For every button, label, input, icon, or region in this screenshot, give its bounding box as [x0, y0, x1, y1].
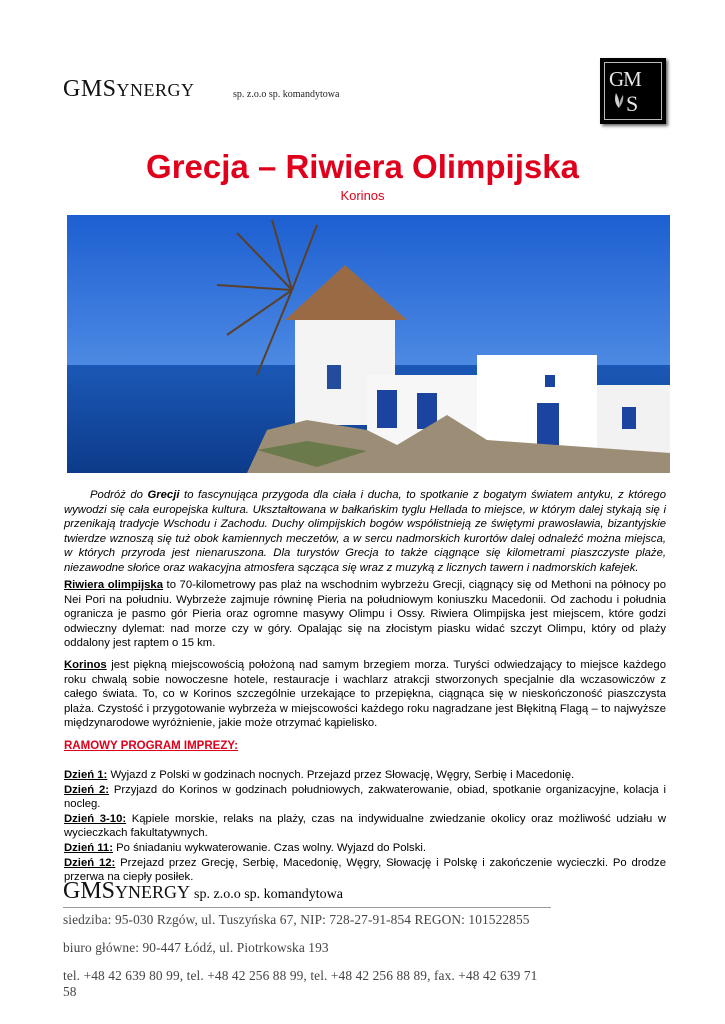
footer-office: biuro główne: 90-447 Łódź, ul. Piotrkowska 193	[63, 940, 329, 955]
brand-logo-text: GMSYNERGY	[63, 76, 195, 102]
list-item: Dzień 1: Wyjazd z Polski w godzinach nocnych. Przejazd przez Słowację, Węgry, Serbię i Macedonię.	[64, 769, 575, 781]
term-riwiera: Riwiera olimpijska	[64, 579, 163, 591]
footer-address: siedziba: 95-030 Rzgów, ul. Tuszyńska 67, NIP: 728-27-91-854 REGON: 101522855	[63, 912, 530, 927]
intro-paragraph: Podróż do Grecji to fascynująca przygoda dla ciała i ducha, to spotkanie z bogatym światem antyku, z którego wywodzi się cała europejska kultura. Ukształtowana w bałkańskim tyglu Hellada to miejsce, w którym dalej stykają się i przenikają tradycje Wschodu i Zachodu. Duchy olimpijskich bogów współistnieją ze świętymi prawosławia, bizantyjskie twierdze wznoszą się tuż obok kamiennych meczetów, a w sercu nadmorskich kurortów dalej odnaleźć można miejsca, w których przyroda jest nienaruszona. Dla turystów Grecja to także ciągnące się kilometrami piaszczyste plaże, niezawodne słońce oraz wakacyjna atmosfera sącząca się wraz z muzyką z licznych tawern i nadmorskich kafejek.	[64, 489, 666, 574]
term-grecja: Grecji	[147, 489, 180, 501]
korinos-paragraph: Korinos jest piękną miejscowością położoną nad samym brzegiem morza. Turyści odwiedzający to miejsce każdego roku chwalą sobie nowoczesne hotele, restauracje i wachlarz atrakcji stworzonych specjalnie dla wczasowiczów z całego świata. To, co w Korinos szczególnie urzekające to przepiękna, ciągnąca się w nieskończoność piaszczysta plaża. Czystość i przygotowanie wybrzeża w miejscowości każdego roku nagradzane jest Błękitną Flagą – to najwyższe międzynarodowe wyróżnienie, jakie może otrzymać kąpielisko.	[64, 659, 666, 730]
brand-subtitle: sp. z.o.o sp. komandytowa	[233, 89, 340, 100]
list-item: Dzień 2: Przyjazd do Korinos w godzinach południowych, zakwaterowanie, obiad, spotkanie organizacyjne, kolacja i nocleg.	[64, 783, 667, 811]
page-title: Grecja – Riwiera Olimpijska	[146, 148, 579, 185]
program-title: RAMOWY PROGRAM IMPREZY:	[64, 740, 238, 752]
term-korinos: Korinos	[64, 659, 107, 671]
list-item: Dzień 11: Po śniadaniu wykwaterowanie. Czas wolny. Wyjazd do Polski.	[64, 841, 426, 854]
footer-brand: GMSYNERGY sp. z.o.o sp. komandytowa	[63, 878, 343, 904]
laurel-icon	[612, 91, 626, 109]
footer	[63, 878, 553, 1000]
gms-logo-icon: GM S	[600, 58, 666, 124]
list-item: Dzień 3-10: Kąpiele morskie, relaks na plaży, czas na indywidualne zwiedzanie okolicy oraz możliwość udziału w wycieczkach fakultatywnych.	[64, 812, 667, 840]
santorini-windmill-photo	[67, 215, 670, 473]
program-days	[64, 768, 666, 885]
header	[63, 76, 663, 116]
page-subtitle: Korinos	[340, 188, 385, 203]
footer-divider	[63, 907, 551, 908]
list-item: Dzień 12: Przejazd przez Grecję, Serbię, Macedonię, Węgry, Słowację i Polskę i zakończenie wycieczki. Po drodze przerwa na ciepły posiłek.	[64, 856, 666, 884]
footer-contacts: tel. +48 42 639 80 99, tel. +48 42 256 88 99, tel. +48 42 256 88 89, fax. +48 42 639 71 58	[63, 968, 538, 999]
riwiera-paragraph: Riwiera olimpijska to 70-kilometrowy pas plaż na wschodnim wybrzeżu Grecji, ciągnący się od Methoni na północy po Nei Pori na południu. Wybrzeże zajmuje równinę Pieria na południowym koniuszku Macedonii. Od zachodu i południa ogranicza je pasmo gór Pieria oraz ogromne masywy Olimpu i Ossy. Riwiera Olimpijska jest miejscem, które godzi odwieczny dylemat: nad morze czy w góry. Opalając się na złocistym piasku widać szczyt Olimpu, który od plaży oddalony jest raptem o 15 km.	[64, 579, 666, 650]
